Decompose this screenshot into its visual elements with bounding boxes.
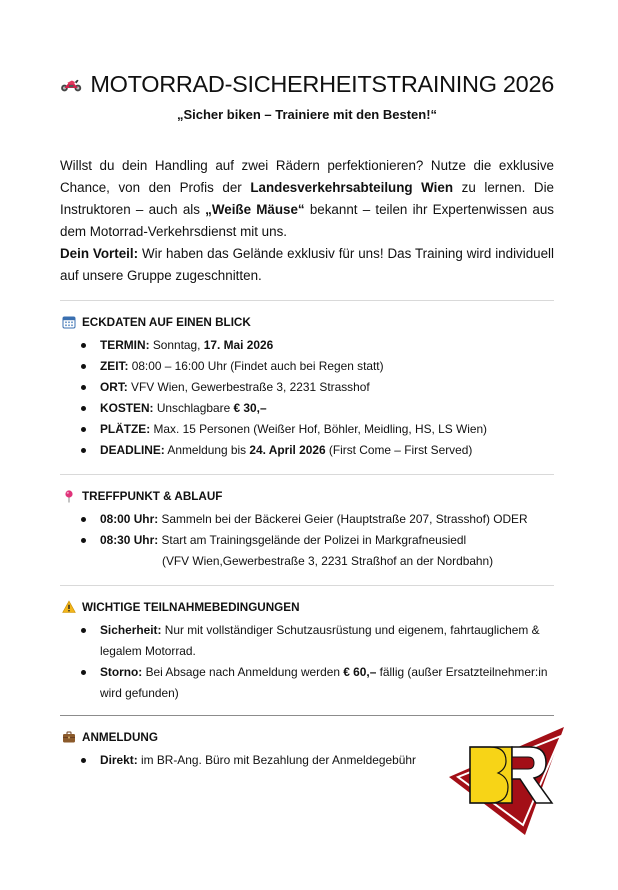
page-title: MOTORRAD-SICHERHEITSTRAINING 2026 xyxy=(90,71,554,97)
briefcase-icon xyxy=(62,730,76,744)
section-heading: ANMELDUNG xyxy=(60,728,554,746)
intro-paragraph-1: Willst du dein Handling auf zwei Rädern perfektionieren? Nutze die exklusive Chance, von den Profis der Landesverkehrsabteilung Wien zu lernen. Die Instruktoren – auch als „Weiße Mäuse“ bekannt – teilen ihr Expertenwissen aus dem Motorrad-Verkehrsdienst mit uns. xyxy=(60,158,554,239)
motorcycle-icon xyxy=(60,75,82,95)
list-item-plaetze: PLÄTZE: Max. 15 Personen (Weißer Hof, Böhler, Meidling, HS, LS Wien) xyxy=(60,419,554,440)
list-item-direkt: Direkt: im BR-Ang. Büro mit Bezahlung der Anmeldegebühr xyxy=(60,750,554,771)
calendar-icon xyxy=(62,315,76,329)
section-treffpunkt xyxy=(60,487,554,572)
list-item-termin: TERMIN: Sonntag, 17. Mai 2026 xyxy=(60,335,554,356)
intro-paragraph-2: Dein Vorteil: Wir haben das Gelände exklusiv für uns! Das Training wird individuell auf unsere Gruppe zugeschnitten. xyxy=(60,246,555,283)
list-item-ort: ORT: VFV Wien, Gewerbestraße 3, 2231 Strasshof xyxy=(60,377,554,398)
warning-icon xyxy=(62,600,76,614)
list-item-treffpunkt-2: 08:30 Uhr: Start am Trainingsgelände der Polizei in Markgrafneusiedl (VFV Wien,Gewerbestraße 3, 2231 Straßhof an der Nordbahn) xyxy=(60,530,554,572)
list-item-kosten: KOSTEN: Unschlagbare € 30,– xyxy=(60,398,554,419)
divider xyxy=(60,474,554,475)
pushpin-icon xyxy=(62,489,76,503)
list-item-zeit: ZEIT: 08:00 – 16:00 Uhr (Findet auch bei Regen statt) xyxy=(60,356,554,377)
address-line: (VFV Wien,Gewerbestraße 3, 2231 Straßhof an der Nordbahn) xyxy=(162,554,494,568)
page-subtitle: „Sicher biken – Trainiere mit den Besten!“ xyxy=(176,107,438,122)
section-heading: WICHTIGE TEILNAHMEBEDINGUNGEN xyxy=(60,598,554,616)
section-bedingungen xyxy=(60,598,554,704)
list-item-treffpunkt-1: 08:00 Uhr: Sammeln bei der Bäckerei Geier (Hauptstraße 207, Strasshof) ODER xyxy=(60,509,554,530)
section-eckdaten xyxy=(60,313,554,461)
document-page xyxy=(60,60,554,771)
list-item-sicherheit: Sicherheit: Nur mit vollständiger Schutzausrüstung und eigenem, fahrtauglichem & legalem Motorrad. xyxy=(60,620,554,662)
section-heading: TREFFPUNKT & ABLAUF xyxy=(60,487,554,505)
divider xyxy=(60,300,554,301)
divider xyxy=(60,585,554,586)
list-item-storno: Storno: Bei Absage nach Anmeldung werden € 60,– fällig (außer Ersatzteilnehmer:in wird gefunden) xyxy=(60,662,554,704)
title-row xyxy=(60,71,554,98)
br-logo xyxy=(446,725,570,837)
intro-text xyxy=(60,155,554,287)
section-heading: ECKDATEN AUF EINEN BLICK xyxy=(60,313,554,331)
divider xyxy=(60,715,554,716)
list-item-deadline: DEADLINE: Anmeldung bis 24. April 2026 (First Come – First Served) xyxy=(60,440,554,461)
